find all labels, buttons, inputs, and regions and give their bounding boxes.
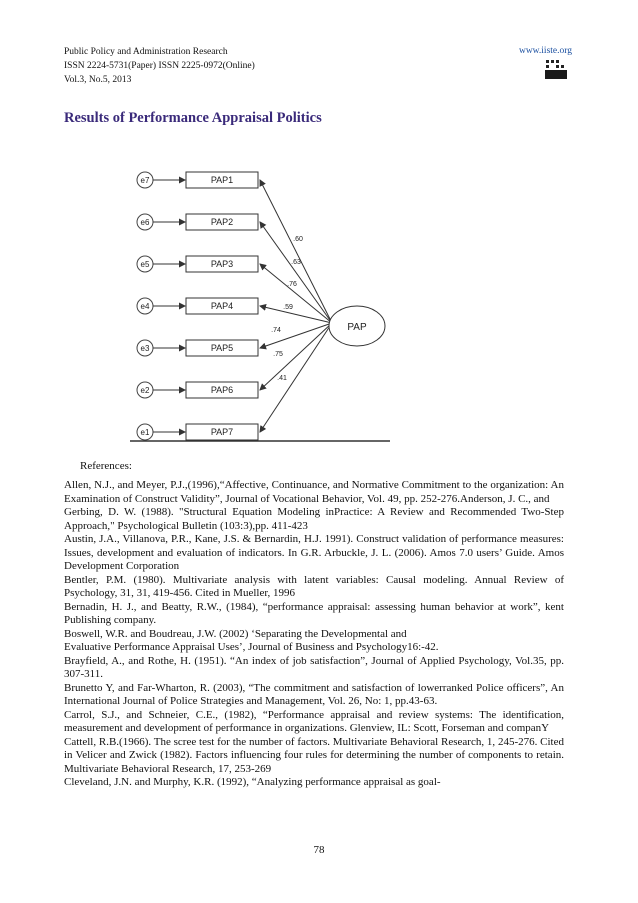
indicator-label: PAP2 [210, 217, 234, 227]
reference-entry: Brunetto Y, and Far-Wharton, R. (2003), “The commitment and satisfaction of lowerranked Police officers”, An International Journal of Police Strategies and Management, Vol. 26, No: 1, pp.43-63. [64, 681, 564, 707]
reference-entry: Brayfield, A., and Rothe, H. (1951). “An index of job satisfaction”, Journal of Applied Psychology, Vol.35, pp. 307-311. [64, 654, 564, 680]
volume-line: Vol.3, No.5, 2013 [64, 75, 132, 85]
error-term-label: e1 [140, 428, 150, 437]
reference-entry: Bernadin, H. J., and Beatty, R.W., (1984), “performance appraisal: assessing human behavior at work”, kent Publishing company. [64, 600, 564, 626]
error-term-label: e7 [140, 176, 150, 185]
journal-url-link[interactable]: www.iiste.org [518, 46, 572, 56]
references-list [64, 479, 564, 790]
reference-entry: Gerbing, D. W. (1988). "Structural Equation Modeling inPractice: A Review and Recommended Two-Step Approach," Psychological Bulletin (103:3),pp. 411-423 [64, 506, 564, 532]
loading-value-label: .76 [287, 281, 297, 288]
loading-path-arrow [260, 323, 332, 432]
loading-value-label: .63 [291, 259, 301, 266]
reference-entry: Cleveland, J.N. and Murphy, K.R. (1992), “Analyzing performance appraisal as goal- [64, 776, 441, 788]
loading-value-label: .41 [277, 375, 287, 382]
reference-entry: Carrol, S.J., and Schneier, C.E., (1982), “Performance appraisal and review systems: The identification, measurement and development of performance in organizations. Glenview, IL: Scott, Forseman and companY [64, 708, 564, 734]
error-term-label: e4 [140, 302, 150, 311]
reference-entry: Cattell, R.B.(1966). The scree test for the number of factors. Multivariate Behavioral Research, 1, 245-276. Cited in Velicer and Zwick (1982). Factors influencing four rules for determining the number of components to retain. Multivariate Behavioral Research, 17, 253-269 [64, 735, 564, 775]
indicator-label: PAP7 [210, 427, 234, 437]
journal-name: Public Policy and Administration Research [64, 47, 228, 57]
error-term-label: e2 [140, 386, 150, 395]
issn-line: ISSN 2224-5731(Paper) ISSN 2225-0972(Online) [64, 61, 255, 71]
error-term-label: e3 [140, 344, 150, 353]
loading-path-arrow [260, 180, 332, 323]
reference-entry: Boswell, W.R. and Boudreau, J.W. (2002) ‘Separating the Developmental and [64, 627, 407, 640]
indicator-label: PAP1 [210, 175, 234, 185]
indicator-label: PAP5 [210, 343, 234, 353]
loading-value-label: .59 [283, 304, 293, 311]
reference-entry: Austin, J.A., Villanova, P.R., Kane, J.S. & Bernardin, H.J. 1991). Construct validation of performance measures: Issues, development and evaluation of indicators. In G.R. Arbuckle, J. L. (2006). Amos 7.0 users’ Guide. Amos Development Corporation [64, 533, 564, 572]
path-diagram [120, 165, 400, 450]
latent-label: PAP [347, 322, 367, 333]
error-term-label: e5 [140, 260, 150, 269]
loading-value-label: .74 [271, 327, 281, 334]
loading-value-label: .60 [293, 236, 303, 243]
reference-entry: Evaluative Performance Appraisal Uses’, Journal of Business and Psychology16:-42. [64, 641, 439, 653]
reference-entry: Bentler, P.M. (1980). Multivariate analysis with latent variables: Causal modeling. Annual Review of Psychology, 31, 31, 419-456. Cited in Mueller, 1996 [64, 573, 564, 599]
references-heading: References: [80, 460, 132, 472]
iiste-logo [544, 58, 568, 80]
indicator-label: PAP6 [210, 385, 234, 395]
reference-entry: Allen, N.J., and Meyer, P.J.,(1996),“Affective, Continuance, and Normative Commitment to the organization: An Examination of Construct Validity”, Journal of Vocational Behavior, Vol. 49, pp. 252-276.Anderson, J. C., and [64, 479, 564, 505]
error-term-label: e6 [140, 218, 150, 227]
indicator-label: PAP4 [210, 301, 234, 311]
page-number: 78 [313, 844, 325, 856]
indicator-label: PAP3 [210, 259, 234, 269]
section-title: Results of Performance Appraisal Politics [64, 110, 322, 126]
loading-value-label: .75 [273, 351, 283, 358]
